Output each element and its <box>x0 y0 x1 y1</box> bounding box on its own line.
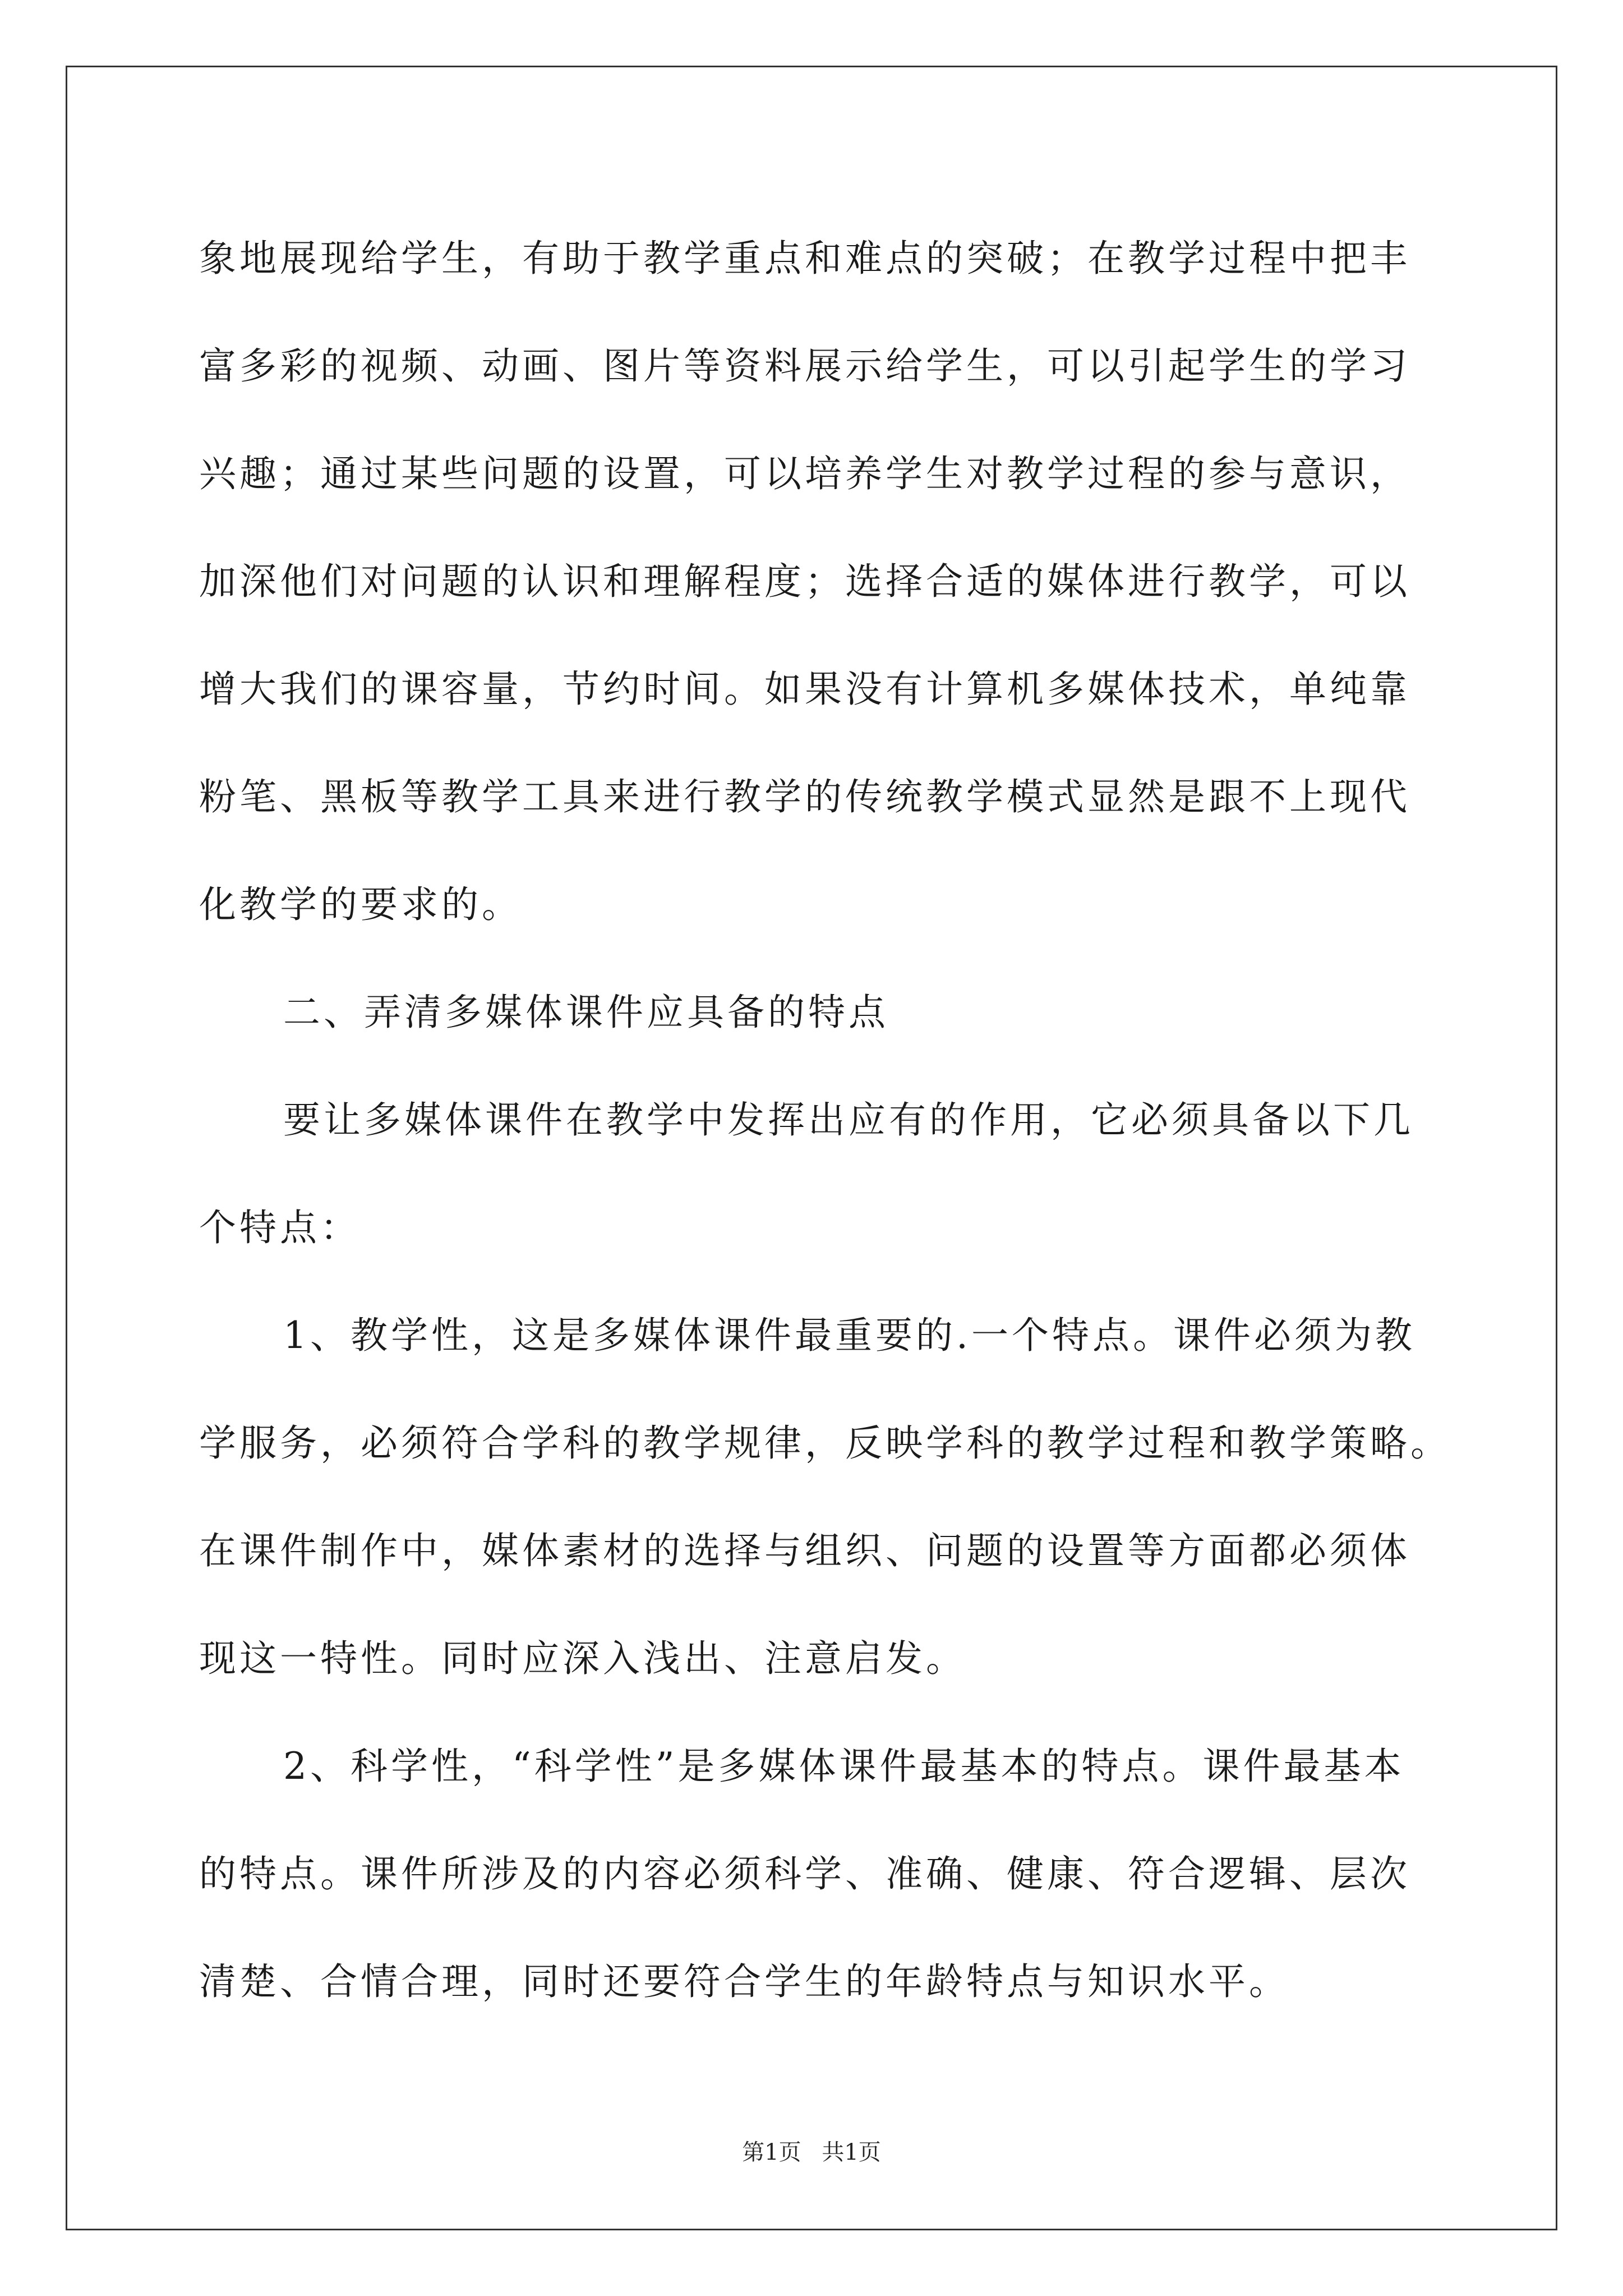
text-line: 学服务，必须符合学科的教学规律，反映学科的教学过程和教学策略。 <box>199 1421 1451 1465</box>
text-line: 清楚、合情合理，同时还要符合学生的年龄特点与知识水平。 <box>199 1960 1289 2003</box>
text-line: 要让多媒体课件在教学中发挥出应有的作用，它必须具备以下几 <box>283 1098 1414 1142</box>
page-number: 第1页 <box>742 2139 801 2165</box>
text-line: 象地展现给学生，有助于教学重点和难点的突破；在教学过程中把丰 <box>199 237 1410 280</box>
text-line: 现这一特性。同时应深入浅出、注意启发。 <box>199 1637 966 1680</box>
text-line: 在课件制作中，媒体素材的选择与组织、问题的设置等方面都必须体 <box>199 1529 1410 1572</box>
text-line: 1、教学性，这是多媒体课件最重要的.一个特点。课件必须为教 <box>283 1314 1415 1357</box>
document-body <box>199 205 1451 2036</box>
text-line: 加深他们对问题的认识和理解程度；选择合适的媒体进行教学，可以 <box>199 560 1410 603</box>
text-line: 化教学的要求的。 <box>199 883 522 926</box>
text-line: 兴趣；通过某些问题的设置，可以培养学生对教学过程的参与意识， <box>199 452 1410 495</box>
text-line: 的特点。课件所涉及的内容必须科学、准确、健康、符合逻辑、层次 <box>199 1852 1410 1895</box>
text-line: 2、科学性，“科学性”是多媒体课件最基本的特点。课件最基本 <box>283 1745 1405 1788</box>
text-line: 粉笔、黑板等教学工具来进行教学的传统教学模式显然是跟不上现代 <box>199 775 1410 818</box>
text-line: 富多彩的视频、动画、图片等资料展示给学生，可以引起学生的学习 <box>199 344 1410 388</box>
text-line: 个特点： <box>199 1206 361 1249</box>
section-heading: 二、弄清多媒体课件应具备的特点 <box>283 991 889 1034</box>
text-line: 增大我们的课容量，节约时间。如果没有计算机多媒体技术，单纯靠 <box>199 668 1410 711</box>
page-footer <box>0 2134 1623 2166</box>
page-total: 共1页 <box>822 2139 881 2165</box>
